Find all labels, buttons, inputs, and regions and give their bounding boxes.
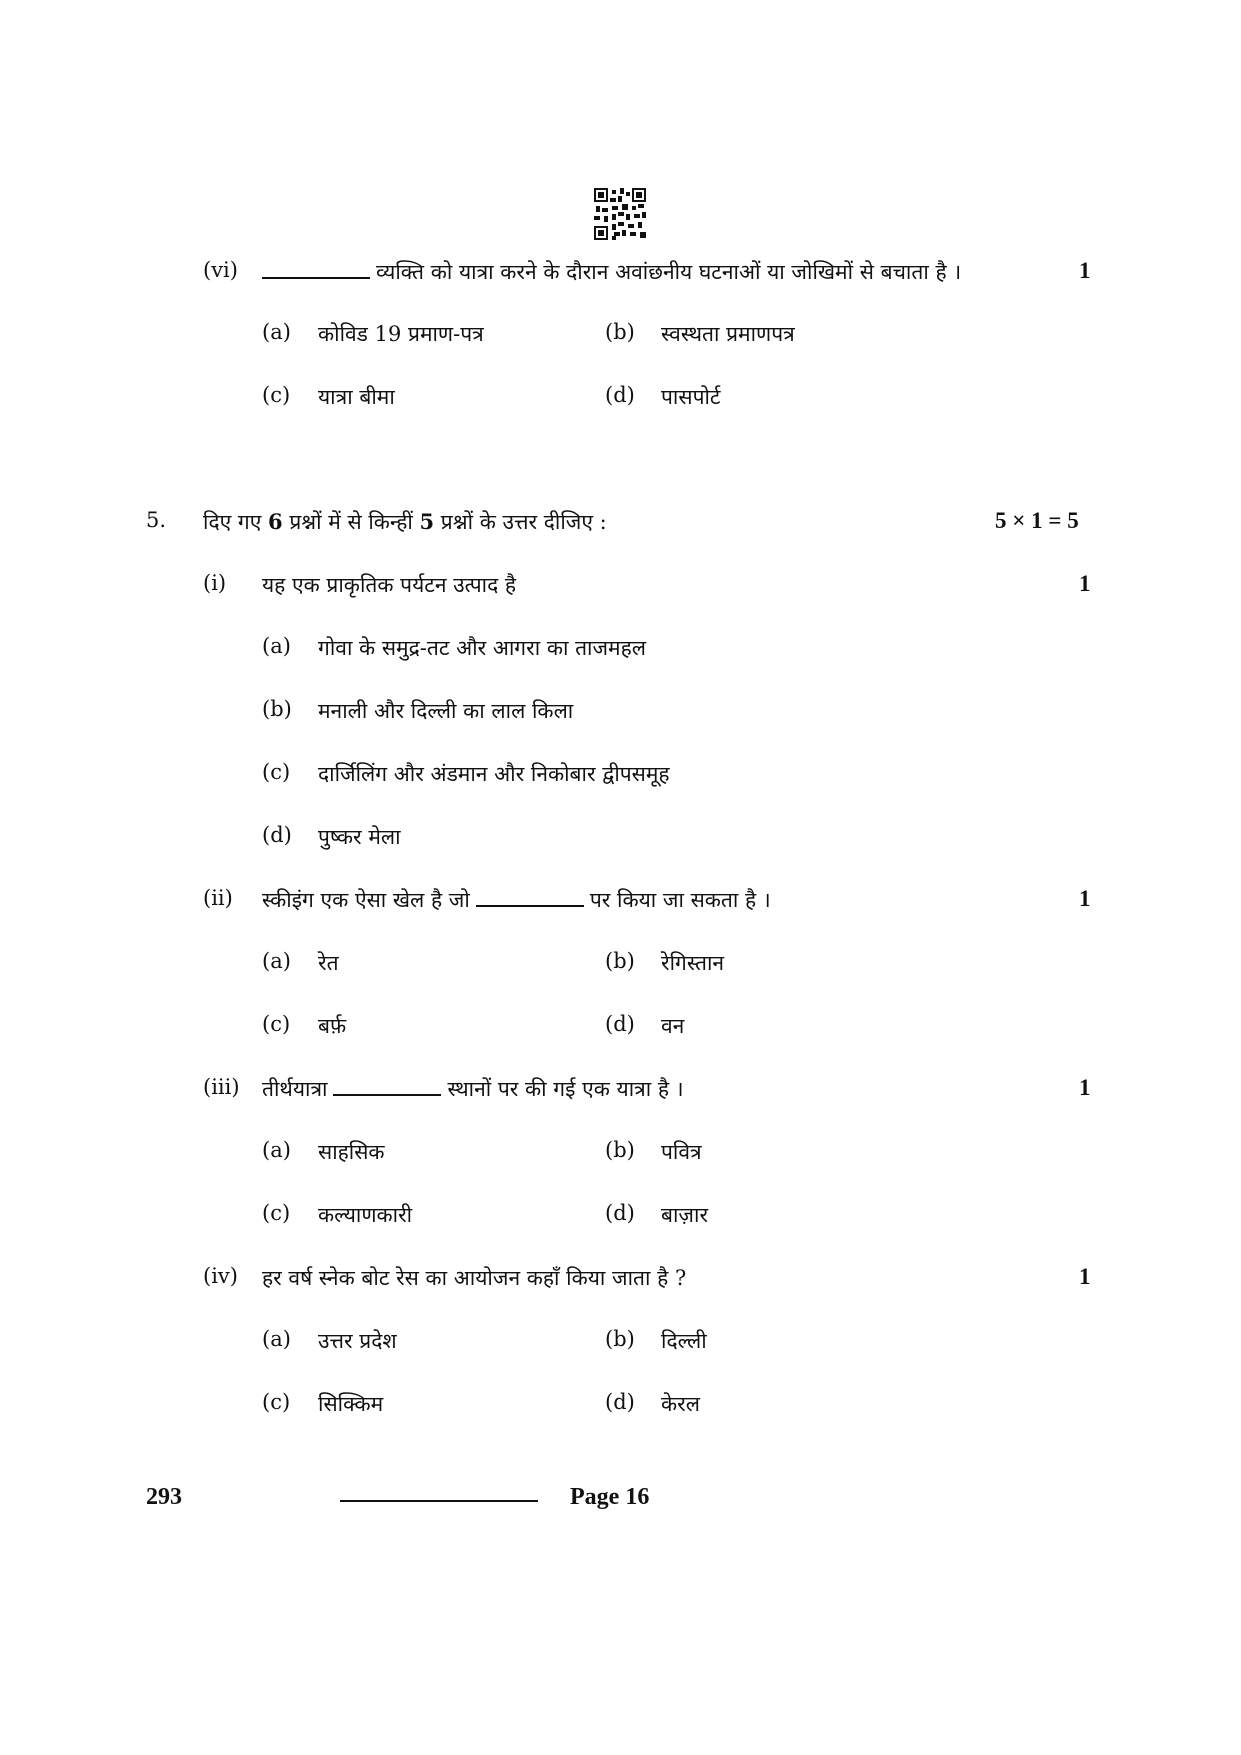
option-label: (c) (262, 1201, 291, 1225)
option-text: स्वस्थता प्रमाणपत्र (661, 322, 795, 346)
option-label: (c) (262, 383, 291, 407)
question-text-pre: तीर्थयात्रा (262, 1077, 328, 1101)
option-text: साहसिक (318, 1140, 385, 1164)
option-text: दिल्ली (661, 1329, 707, 1353)
option-text: गोवा के समुद्र-तट और आगरा का ताजमहल (318, 636, 647, 660)
option-label: (c) (262, 760, 291, 784)
option-text: पवित्र (661, 1140, 702, 1164)
option-label: (d) (605, 1201, 635, 1225)
paper-code: 293 (146, 1484, 182, 1510)
option-label: (b) (605, 1138, 635, 1162)
option-label: (b) (262, 697, 292, 721)
option-text: रेत (318, 951, 339, 975)
question-marks: 1 (1079, 1264, 1091, 1289)
question-marks: 1 (1079, 571, 1091, 596)
question-marks: 1 (1079, 886, 1091, 911)
option-label: (a) (262, 949, 291, 973)
question-number: 5. (146, 508, 167, 532)
answer-blank (262, 259, 370, 279)
option-label: (d) (605, 1390, 635, 1414)
question-text-pre: स्कीइंग एक ऐसा खेल है जो (262, 888, 470, 912)
option-label: (a) (262, 320, 291, 344)
question-text-body: व्यक्ति को यात्रा करने के दौरान अवांछनीय घटनाओं या जोखिमों से बचाता है । (376, 260, 962, 284)
instruction-mid: प्रश्नों में से किन्हीं (289, 510, 413, 534)
question-text (262, 886, 771, 914)
answer-blank (476, 887, 584, 907)
option-label: (b) (605, 1327, 635, 1351)
option-text: पुष्कर मेला (318, 825, 401, 849)
option-text: दार्जिलिंग और अंडमान और निकोबार द्वीपसमूह (318, 762, 670, 786)
question-text: हर वर्ष स्नेक बोट रेस का आयोजन कहाँ किया जाता है ? (262, 1266, 687, 1290)
instruction-total-count: 6 (268, 509, 283, 534)
question-marks: 1 (1079, 258, 1091, 283)
question-text: यह एक प्राकृतिक पर्यटन उत्पाद है (262, 573, 517, 597)
question-text-post: स्थानों पर की गई एक यात्रा है । (447, 1077, 684, 1101)
option-label: (d) (262, 823, 292, 847)
option-label: (d) (605, 383, 635, 407)
option-text: कल्याणकारी (318, 1203, 413, 1227)
option-label: (a) (262, 1138, 291, 1162)
option-text: पासपोर्ट (661, 385, 721, 409)
question-number: (i) (203, 571, 227, 595)
option-text: बर्फ़ (318, 1014, 347, 1038)
answer-blank (333, 1076, 441, 1096)
option-label: (d) (605, 1012, 635, 1036)
option-label: (a) (262, 1327, 291, 1351)
option-label: (b) (605, 320, 635, 344)
option-text: मनाली और दिल्ली का लाल किला (318, 699, 574, 723)
option-text: कोविड 19 प्रमाण-पत्र (318, 322, 484, 346)
option-text: वन (661, 1014, 685, 1038)
option-text: केरल (661, 1392, 700, 1416)
option-text: सिक्किम (318, 1392, 384, 1416)
question-number: (iv) (203, 1264, 238, 1288)
question-number: (iii) (203, 1075, 240, 1099)
footer-divider (340, 1500, 538, 1502)
instruction-post: प्रश्नों के उत्तर दीजिए : (440, 510, 607, 534)
option-label: (c) (262, 1012, 291, 1036)
instruction-answer-count: 5 (419, 509, 435, 534)
option-text: यात्रा बीमा (318, 385, 395, 409)
section-marks: 5 × 1 = 5 (995, 508, 1079, 533)
question-text-post: पर किया जा सकता है । (589, 888, 771, 912)
option-text: रेगिस्तान (661, 951, 725, 975)
question-text (262, 1075, 684, 1103)
question-number: (ii) (203, 886, 233, 910)
question-marks: 1 (1079, 1075, 1091, 1100)
option-text: बाज़ार (661, 1203, 709, 1227)
page-number: Page 16 (570, 1484, 650, 1510)
instruction-pre: दिए गए (203, 510, 262, 534)
question-instructions (203, 508, 607, 536)
option-label: (b) (605, 949, 635, 973)
option-text: उत्तर प्रदेश (318, 1329, 397, 1353)
option-label: (a) (262, 634, 291, 658)
question-text (262, 258, 961, 286)
question-number: (vi) (203, 258, 238, 282)
qr-code-icon (594, 188, 646, 240)
option-label: (c) (262, 1390, 291, 1414)
